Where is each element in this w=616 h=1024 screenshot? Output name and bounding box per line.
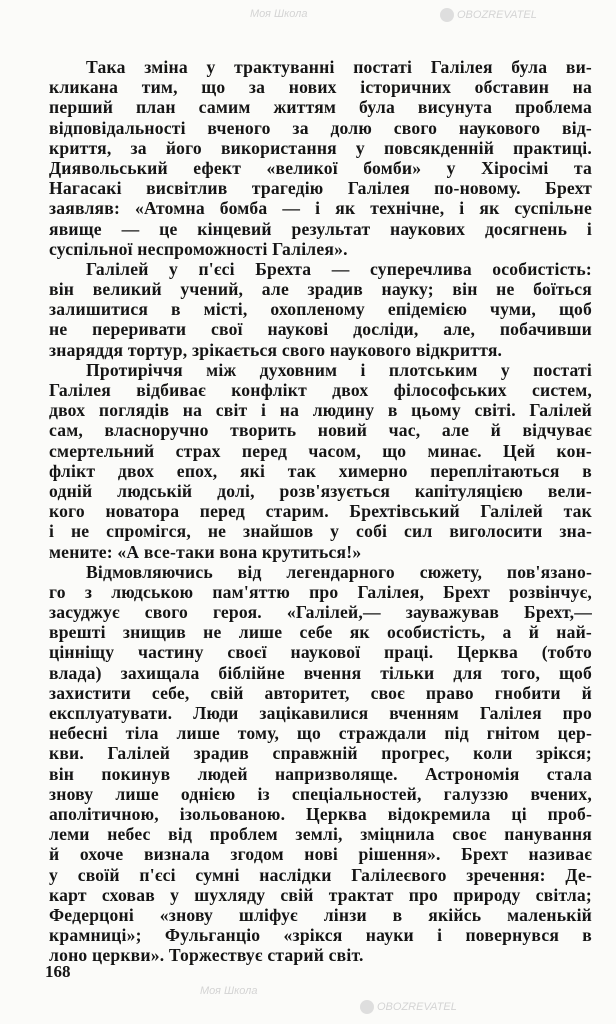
text-line: Нагасакі висвітлив трагедію Галілея по-новому. Брехт [49,178,592,199]
text-line: Галілея відбиває конфлікт двох філософських систем, [49,380,592,400]
text-line: Федерцоні «знову шліфує лінзи в якійсь маленькій [49,904,592,925]
text-line: відповідальності вченого за долю свого наукового від- [49,117,592,138]
watermark: OBOZREVATEL [440,8,537,22]
text-line: не переривати свої наукові досліди, але, побачивши [49,319,592,340]
text-line: він великий учений, але зрадив науку; він не боїться [49,279,592,300]
text-line: знаряддя тортур, зрікається свого наукового відкриття. [49,339,503,360]
text-line: знову лише однією із спеціальностей, галуззю вчених, [49,783,592,804]
text-line: й охоче визнала згодом нові рішення». Брехт називає [49,844,592,865]
text-line: врешті знищив не лише себе як особистість, а й най- [49,622,592,643]
text-line: го з людською пам'яттю про Галілея, Брехт розвінчує, [49,581,592,602]
text-line: заявляв: «Атомна бомба — і як технічне, і як суспільне [49,198,592,219]
text-line: експлуатувати. Люди зацікавилися вченням Галілея про [49,703,592,723]
text-line: небесні тіла лише тому, що страждали під гнітом цер- [49,723,592,744]
text-line: криття, за його використання у повсякденній практиці. [49,137,592,158]
book-page-text [49,57,592,965]
text-line: флікт двох епох, які так химерно переплітаються в [49,460,592,481]
text-line: лоно церкви». Торжествує старий світ. [49,945,364,966]
text-line: Відмовляючись від легендарного сюжету, пов'язано- [86,561,592,582]
text-line: засуджує свого героя. «Галілей,— зауважував Брехт,— [49,602,592,623]
watermark: Моя Школа [200,985,258,997]
watermark: Моя Школа [250,8,308,20]
text-line: карт сховав у шухляду свій трактат про природу світла; [49,884,592,905]
text-line: залишитися в місті, охопленому епідемією чуми, щоб [49,299,592,320]
text-line: кого новатора перед старим. Брехтівський Галілей так [49,501,592,522]
text-line: сам, власноручно творить новий час, але й відчуває [49,420,592,441]
text-line: крамниці»; Фульганціо «зрікся науки і повернувся в [49,925,592,946]
text-line: Галілей у п'єсі Брехта — суперечлива особистість: [86,258,592,279]
text-line: Така зміна у трактуванні постаті Галілея була ви- [86,57,592,77]
text-line: явище — це кінцевий результат наукових досягнень і [49,218,592,239]
text-line: кви. Галілей зрадив справжній прогрес, коли зрікся; [49,743,592,764]
text-line: у своїй п'єсі сумні наслідки Галілеєвого зречення: Де- [49,864,592,885]
text-line: і не спромігся, не знайшов у собі сил виголосити зна- [49,521,592,542]
watermark: OBOZREVATEL [360,1000,457,1014]
text-line: суспільної неспроможності Галілея». [49,238,348,259]
text-line: леми небес від проблем землі, зміцнила своє панування [49,824,592,845]
text-line: він покинув людей напризволяще. Астрономія стала [49,763,592,784]
text-line: двох поглядів на світ і на людину в цьому світі. Галілей [49,400,592,421]
text-line: влада) захищала біблійне вчення тільки для того, щоб [49,662,592,683]
text-line: смертельний страх перед часом, що минає. Цей кон- [49,440,592,461]
text-line: перший план самим життям була висунута проблема [49,97,592,118]
page-number: 168 [45,962,71,981]
text-line: мените: «А все-таки вона крутиться!» [49,541,362,562]
text-line: Диявольський ефект «великої бомби» у Хіросімі та [49,157,592,178]
text-line: кликана тим, що за нових історичних обставин на [49,77,592,98]
text-line: Протиріччя між духовним і плотським у постаті [86,359,592,380]
text-line: захистити себе, свій авторитет, своє право гнобити й [49,682,592,703]
text-line: аполітичною, ізольованою. Церква відокремила ці проб- [49,803,592,824]
text-line: цінніщу частину своєї наукової праці. Церква (тобто [49,642,592,663]
text-line: одній людській долі, розв'язується капітуляцією вели- [49,480,592,501]
